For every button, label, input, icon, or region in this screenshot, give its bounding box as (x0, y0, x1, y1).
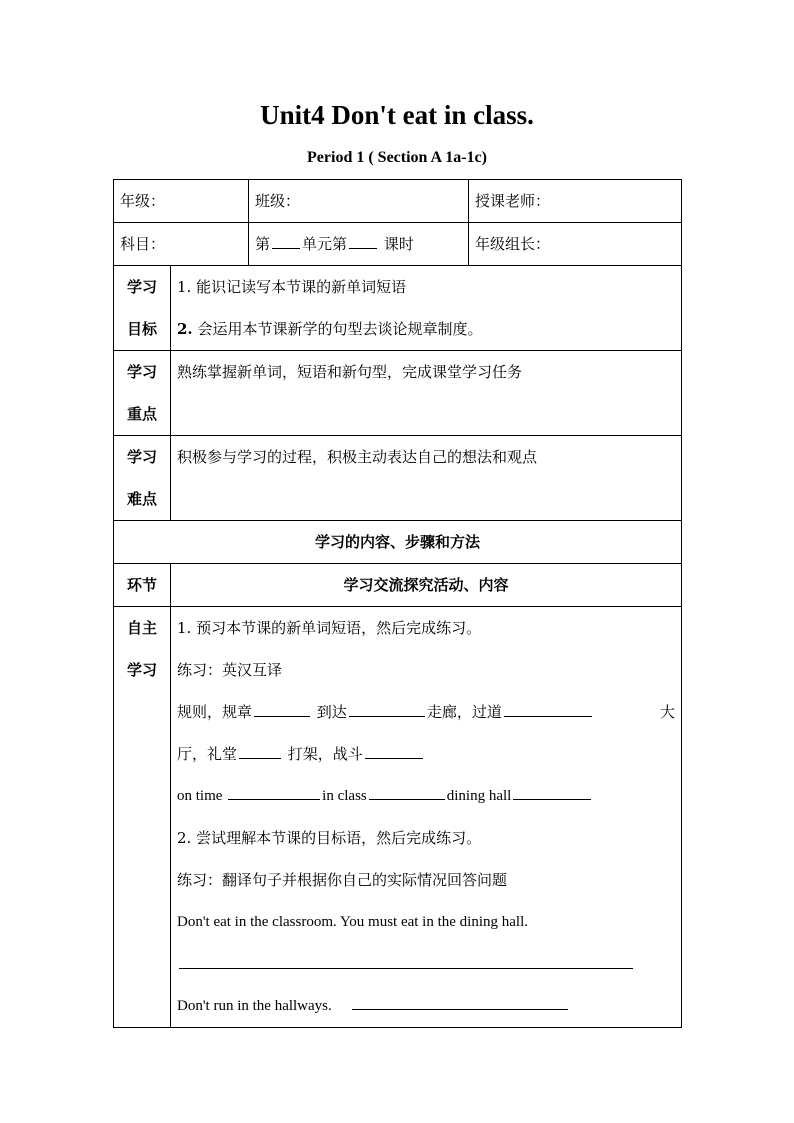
grade-label: 年级： (120, 192, 166, 210)
subject-label: 科目： (120, 235, 166, 253)
task-1: 1. 预习本节课的新单词短语，然后完成练习。 (177, 619, 482, 637)
grade-cell (114, 180, 249, 223)
sentence-1: Don't eat in the classroom. You must eat in the dining hall. (177, 914, 528, 930)
column-header-row (114, 564, 682, 607)
teacher-cell (469, 180, 682, 223)
exercise-1-label: 练习：英汉互译 (177, 661, 283, 679)
class-label: 班级： (255, 192, 301, 210)
focus-content: 熟练掌握新单词，短语和新句型，完成课堂学习任务 (171, 351, 682, 436)
section-header: 学习的内容、步骤和方法 (114, 521, 682, 564)
subject-cell (114, 223, 249, 266)
leader-cell (469, 223, 682, 266)
answer-blank (504, 715, 592, 717)
answer-line-1 (177, 943, 675, 985)
self-study-row (114, 607, 682, 1028)
lesson-plan-table (113, 179, 682, 1028)
objective-1: 1. 能识记读写本节课的新单词短语 (177, 278, 407, 296)
vocab-line-2: 厅，礼堂 打架，战斗 (177, 733, 675, 775)
leader-label: 年级组长： (475, 235, 551, 253)
unit-label-c: 课时 (383, 235, 414, 253)
header-row-1 (114, 180, 682, 223)
unit-cell (249, 223, 469, 266)
focus-label: 学习 重点 (114, 351, 171, 436)
self-study-content (171, 607, 682, 1028)
answer-blank (228, 798, 320, 800)
unit-label-a: 第 (255, 235, 271, 253)
activity-header: 学习交流探究活动、内容 (171, 564, 682, 607)
stage-header: 环节 (114, 564, 171, 607)
header-row-2 (114, 223, 682, 266)
answer-blank (352, 1008, 568, 1010)
difficulty-content: 积极参与学习的过程，积极主动表达自己的想法和观点 (171, 436, 682, 521)
focus-row (114, 351, 682, 436)
answer-blank (513, 798, 591, 800)
difficulty-row (114, 436, 682, 521)
sentence-2: Don't run in the hallways. (177, 985, 675, 1027)
objectives-label: 学习 目标 (114, 266, 171, 351)
teacher-label: 授课老师： (475, 192, 551, 210)
vocab-line-1: 规则，规章 到达 走廊，过道 大 (177, 703, 676, 721)
answer-blank (349, 715, 425, 717)
class-cell (249, 180, 469, 223)
answer-blank (369, 798, 445, 800)
objectives-content (171, 266, 682, 351)
difficulty-label: 学习 难点 (114, 436, 171, 521)
objectives-row (114, 266, 682, 351)
task-2: 2. 尝试理解本节课的目标语，然后完成练习。 (177, 829, 482, 847)
unit-blank (272, 247, 300, 249)
exercise-2-label: 练习：翻译句子并根据你自己的实际情况回答问题 (177, 871, 508, 889)
period-blank (349, 247, 377, 249)
document-subtitle: Period 1 ( Section A 1a-1c) (307, 149, 487, 166)
section-header-row (114, 521, 682, 564)
answer-blank (254, 715, 310, 717)
answer-blank (239, 757, 281, 759)
vocab-line-3: on time in class dining hall (177, 775, 675, 817)
unit-label-b: 单元第 (302, 235, 348, 253)
document-title: Unit4 Don't eat in class. (260, 100, 534, 130)
objective-2: 2. 会运用本节课新学的句型去谈论规章制度。 (177, 320, 483, 338)
self-study-label: 自主 学习 (114, 607, 171, 1028)
answer-blank (365, 757, 423, 759)
